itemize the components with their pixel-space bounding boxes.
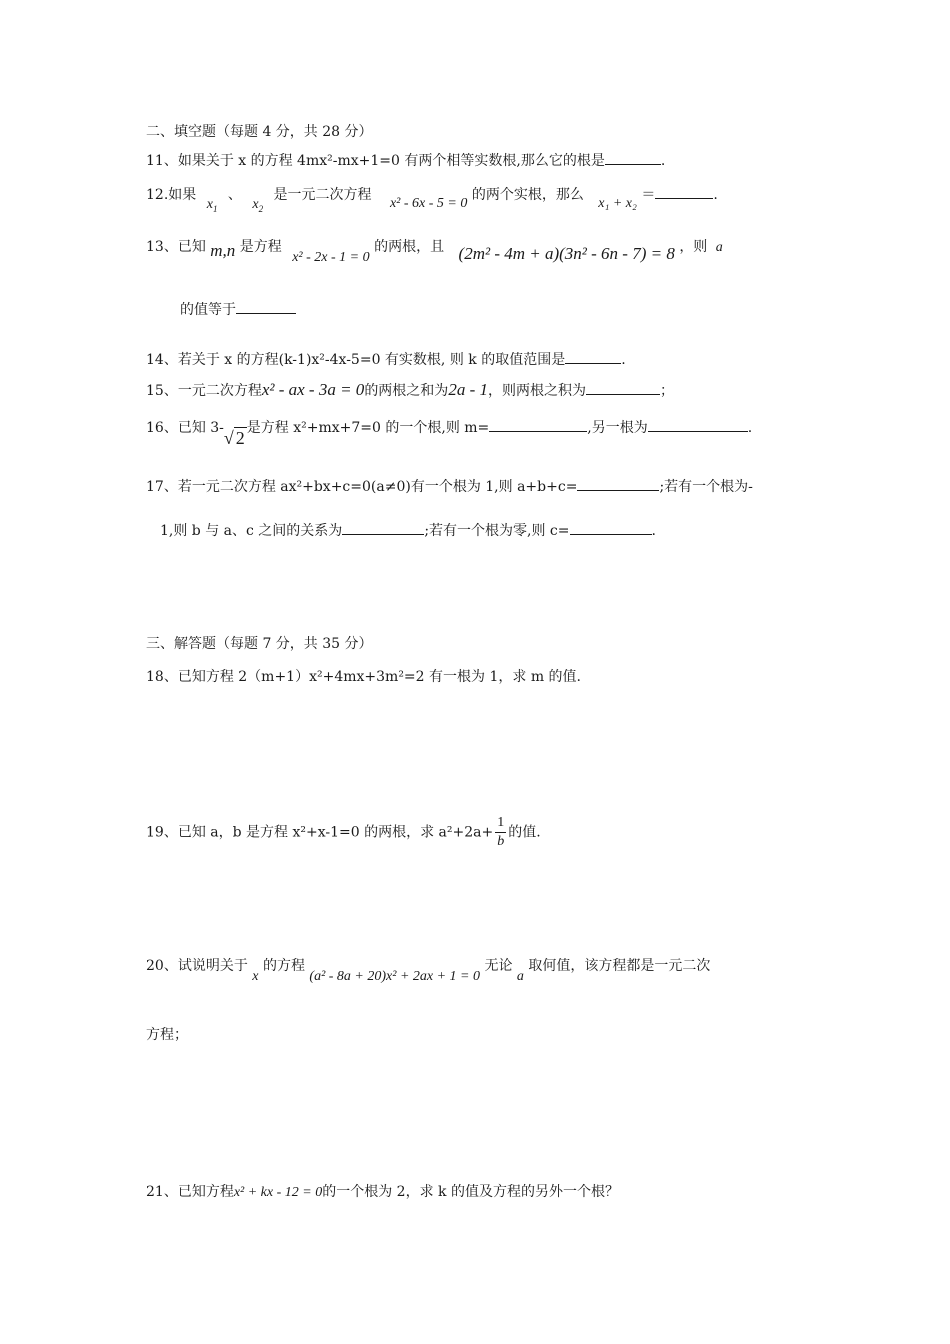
q21-prefix: 21、已知方程 [146,1184,234,1200]
q16-sqrt: √ 2 [223,428,245,448]
question-20-line2: 方程； [146,1027,188,1043]
q15-prefix: 15、一元二次方程 [146,383,262,399]
q15-after: ，则两根之积为 [487,383,586,399]
q20-var-x: x [252,969,259,984]
q15-sum-value: 2a - 1 [448,380,488,399]
q16-prefix: 16、已知 3- [146,420,224,436]
q13-answer-blank[interactable] [236,299,296,314]
q16-root-blank[interactable] [648,417,748,432]
q17-line1a: 17、若一元二次方程 ax²+bx+c=0(a≠0)有一个根为 1,则 a+b+c= [146,479,578,495]
q13-equation: x² - 2x - 1 = 0 [292,250,370,265]
q16-mid: 是方程 x²+mx+7=0 的一个根,则 m= [246,420,490,436]
question-15 [146,380,674,401]
q19-prefix: 19、已知 a，b 是方程 x²+x-1=0 的两根，求 a²+2a+ [146,824,494,841]
q17-line2a: 1,则 b 与 a、c 之间的关系为 [160,523,343,539]
q20-end: 取何值，该方程都是一元二次 [528,958,711,974]
q13-mid: 是方程 [239,239,282,255]
q19-denominator: b [497,834,505,849]
question-13 [146,236,723,265]
section-heading-answer: 三、解答题（每题 7 分，共 35 分） [146,636,373,652]
q21-end: 的一个根为 2，求 k 的值及方程的另外一个根？ [322,1184,619,1200]
q17-sum-blank[interactable] [577,476,659,491]
q12-x2: $x_2$ [252,197,264,214]
q17-end: . [651,523,656,539]
q16-end: . [747,420,753,436]
q12-equation: x² - 6x - 5 = 0 [389,196,468,211]
question-12 [146,184,718,214]
q12-after: 的两个实根，那么 [471,187,584,203]
q11-answer-blank[interactable] [605,150,661,165]
question-16 [146,416,753,448]
q17-line2b: ;若有一个根为零,则 c= [424,523,570,539]
q17-line1b: ;若有一个根为- [659,479,753,495]
q12-sum: x₁ + x₂ [598,196,637,211]
q15-answer-blank[interactable] [586,380,660,395]
q13-line2: 的值等于 [180,302,236,318]
q12-x1: $x_1$ [206,197,218,214]
q20-after: 无论 [484,958,513,974]
q17-relation-blank[interactable] [342,520,424,535]
q12-prefix: 12.如果 [146,187,197,203]
q20-var-a: a [516,969,524,984]
q13-after: 的两根，且 [374,239,445,255]
q19-numerator: 1 [495,814,506,833]
q16-after: ,另一根为 [587,420,648,436]
q20-mid: 的方程 [262,958,305,974]
q14-answer-blank[interactable] [565,349,621,364]
q13-then: ，则 [679,239,708,255]
question-11 [146,150,665,171]
q20-equation: (a² - 8a + 20)x² + 2ax + 1 = 0 [309,969,481,984]
q12-eqsign: ＝ [641,187,656,203]
q16-m-blank[interactable] [489,417,587,432]
question-21 [146,1182,619,1203]
q12-answer-blank[interactable] [655,184,713,199]
q14-end: . [621,352,626,368]
q16-radicand: 2 [235,428,245,448]
q13-prefix: 13、已知 [146,239,206,255]
q13-var-a: a [715,240,723,255]
q20-prefix: 20、试说明关于 [146,958,248,974]
question-17 [146,476,753,497]
q15-end: ； [659,383,674,399]
q12-mid: 是一元二次方程 [273,187,372,203]
q17-c-blank[interactable] [570,520,652,535]
section-heading-fill-in: 二、填空题（每题 4 分，共 28 分） [146,124,373,140]
question-18: 18、已知方程 2（m+1）x²+4mx+3m²=2 有一根为 1，求 m 的值. [146,669,581,685]
q11-text: 11、如果关于 x 的方程 4mx²-mx+1=0 有两个相等实数根,那么它的根是 [146,153,605,169]
question-19 [146,814,541,851]
q19-fraction [495,814,506,851]
question-14 [146,349,626,370]
question-13-line2 [180,299,296,320]
q21-equation: x² + kx - 12 = 0 [233,1185,323,1200]
q13-condition: (2m² - 4m + a)(3n² - 6n - 7) = 8 [458,244,675,263]
q13-vars: m,n [210,241,236,260]
q15-equation: x² - ax - 3a = 0 [261,380,365,399]
question-20 [146,956,711,984]
q14-text: 14、若关于 x 的方程(k-1)x²-4x-5=0 有实数根, 则 k 的取值范围是 [146,352,566,368]
q11-end: . [660,153,666,169]
q12-end: . [713,187,718,203]
q15-mid: 的两根之和为 [364,383,449,399]
q12-sep: 、 [227,187,242,203]
question-17-line2 [160,520,656,541]
q19-end: 的值. [508,824,541,841]
